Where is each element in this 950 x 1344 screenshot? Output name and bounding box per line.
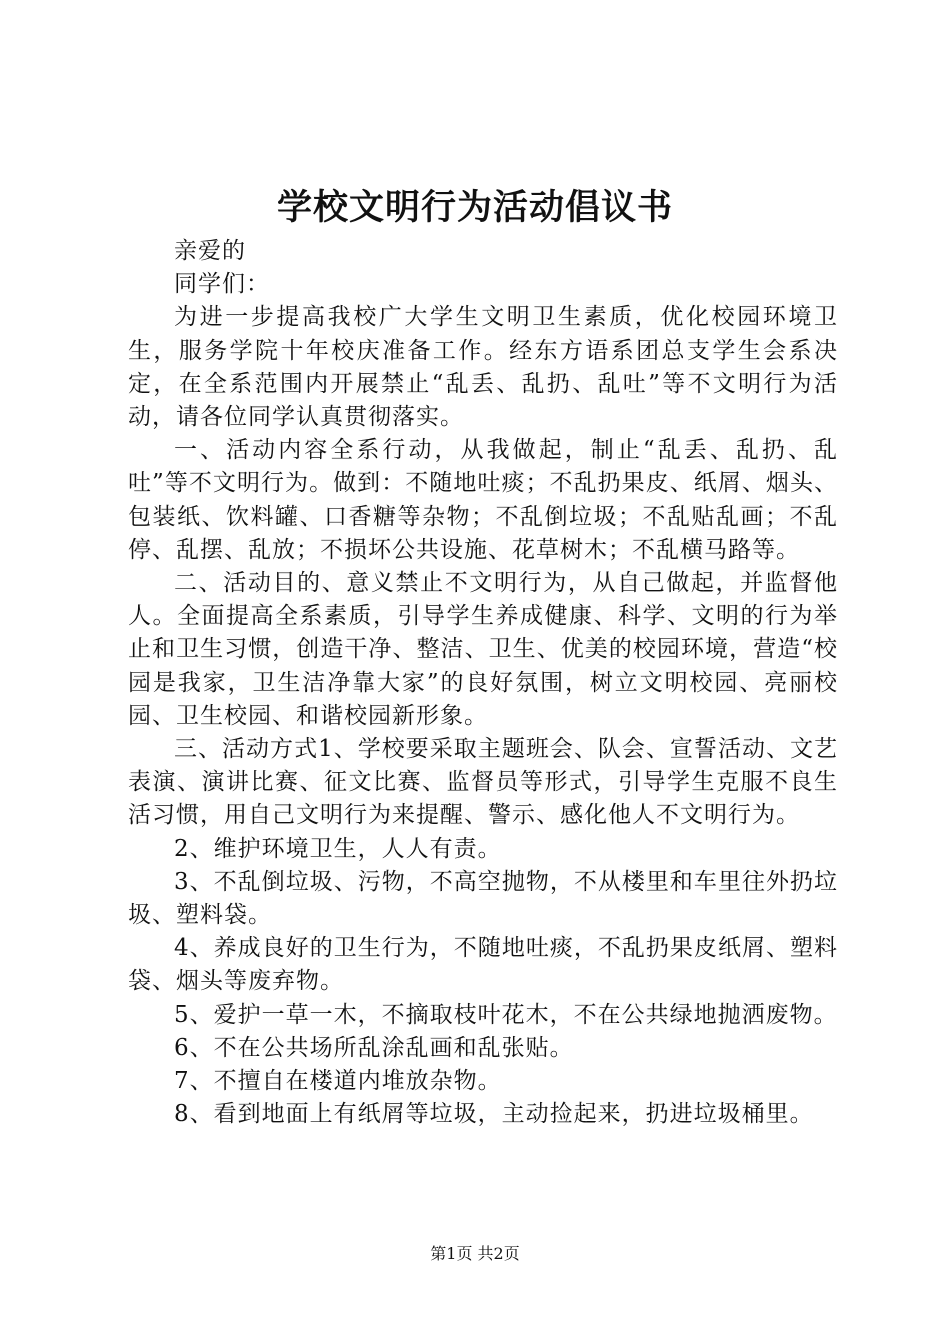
paragraph-section-2: 二、活动目的、意义禁止不文明行为，从自己做起，并监督他人。全面提高全系素质，引导学生养成健康、科学、文明的行为举止和卫生习惯，创造干净、整洁、卫生、优美的校园环境，营造“校园是我家，卫生洁净靠大家”的良好氛围，树立文明校园、亮丽校园、卫生校园、和谐校园新形象。 [128,570,838,729]
list-item: 7、不擅自在楼道内堆放杂物。 [174,1068,502,1095]
list-item: 2、维护环境卫生，人人有责。 [174,835,502,862]
list-item: 8、看到地面上有纸屑等垃圾，主动捡起来，扔进垃圾桶里。 [174,1101,814,1128]
list-item: 5、爱护一草一木，不摘取枝叶花木，不在公共绿地抛洒废物。 [174,1001,838,1028]
paragraph-section-1: 一、活动内容全系行动，从我做起，制止“乱丢、乱扔、乱吐”等不文明行为。做到：不随地吐痰；不乱扔果皮、纸屑、烟头、包装纸、饮料罐、口香糖等杂物；不乱倒垃圾；不乱贴乱画；不乱停、乱摆、乱放；不损坏公共设施、花草树木；不乱横马路等。 [128,437,838,563]
list-item: 4、养成良好的卫生行为，不随地吐痰，不乱扔果皮纸屑、塑料袋、烟头等废弃物。 [128,935,838,995]
greeting-line: 同学们： [174,271,270,298]
page-indicator: 第1页 共2页 [430,1244,520,1263]
document-body [128,235,838,1131]
list-item: 6、不在公共场所乱涂乱画和乱张贴。 [174,1034,574,1061]
greeting-line: 亲爱的 [174,238,246,264]
paragraph-section-3: 三、活动方式1、学校要采取主题班会、队会、宣誓活动、文艺表演、演讲比赛、征文比赛、监督员等形式，引导学生克服不良生活习惯，用自己文明行为来提醒、警示、感化他人不文明行为。 [128,736,838,829]
paragraph-intro: 为进一步提高我校广大学生文明卫生素质，优化校园环境卫生，服务学院十年校庆准备工作。经东方语系团总支学生会系决定，在全系范围内开展禁止“乱丢、乱扔、乱吐”等不文明行为活动，请各位同学认真贯彻落实。 [128,304,838,431]
document-title: 学校文明行为活动倡议书 [276,187,673,228]
list-item: 3、不乱倒垃圾、污物，不高空抛物，不从楼里和车里往外扔垃圾、塑料袋。 [128,868,838,929]
